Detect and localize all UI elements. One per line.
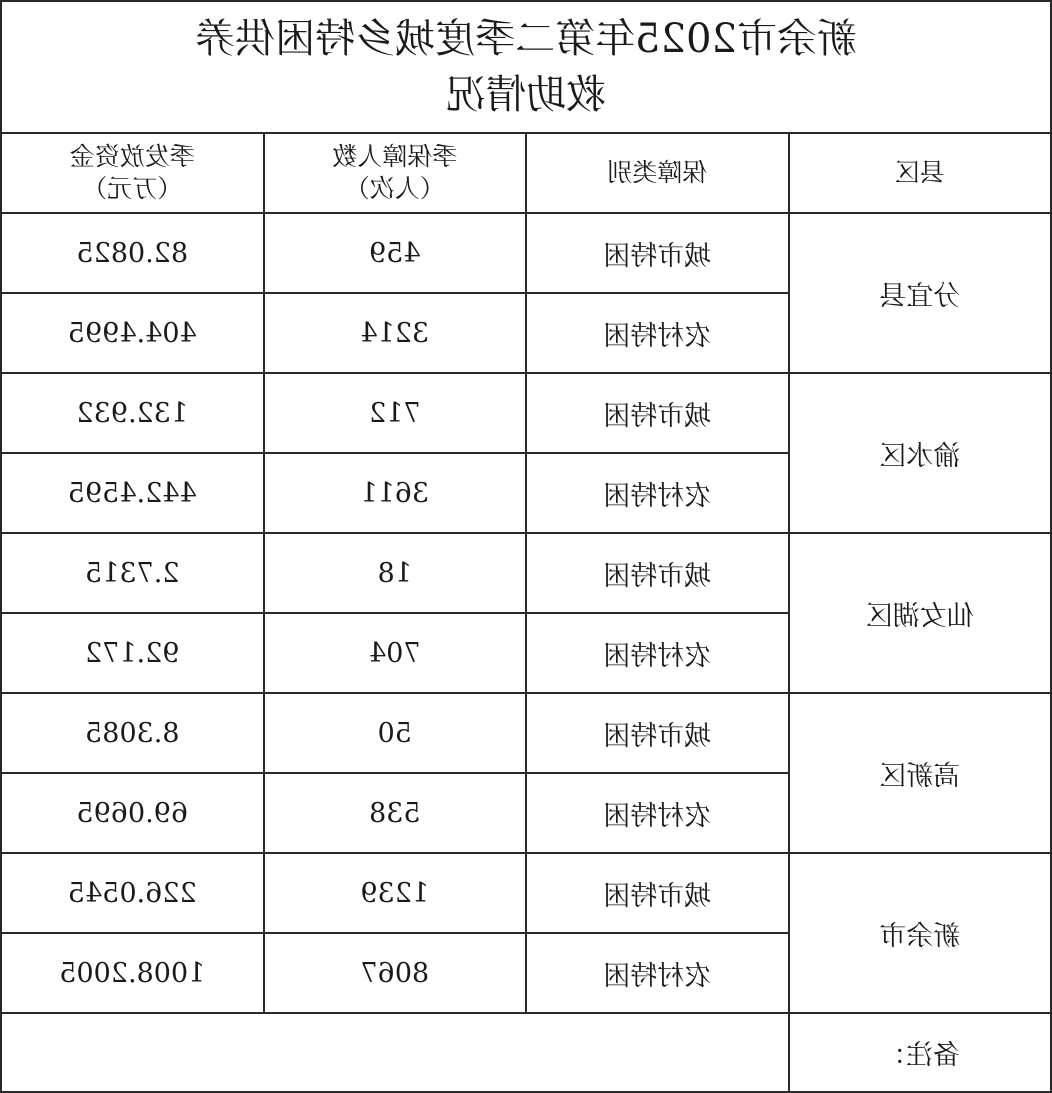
people-cell: 50 (264, 693, 526, 773)
table-row (1, 693, 1051, 773)
type-cell: 农村特困 (526, 933, 788, 1013)
fund-cell: 1008.2005 (1, 933, 264, 1013)
people-cell: 3611 (264, 453, 526, 533)
fund-cell: 132.932 (1, 373, 264, 453)
header-people-line-1: 季保障人数 (332, 142, 458, 171)
fund-cell: 69.0695 (1, 773, 264, 853)
people-cell: 3214 (264, 293, 526, 373)
header-fund-line-2: （万元） (82, 174, 183, 203)
people-cell: 8067 (264, 933, 526, 1013)
county-cell: 分宜县 (789, 213, 1051, 373)
type-cell: 城市特困 (526, 373, 788, 453)
header-fund-line-1: 季发放资金 (69, 142, 195, 171)
fund-cell: 442.4595 (1, 453, 264, 533)
fund-cell: 92.172 (1, 613, 264, 693)
header-people (264, 133, 526, 213)
note-label: 备注： (789, 1013, 1051, 1092)
type-cell: 城市特困 (526, 853, 788, 933)
county-cell: 高新区 (789, 693, 1051, 853)
table-title (1, 1, 1051, 133)
county-cell: 新余市 (789, 853, 1051, 1013)
header-fund (1, 133, 264, 213)
table-row (1, 213, 1051, 293)
people-cell: 712 (264, 373, 526, 453)
title-line-1: 新余市2025年第二季度城乡特困供养 (195, 16, 857, 62)
fund-cell: 404.4995 (1, 293, 264, 373)
header-county: 县区 (789, 133, 1051, 213)
type-cell: 农村特困 (526, 773, 788, 853)
fund-cell: 82.0825 (1, 213, 264, 293)
note-row (1, 1013, 1051, 1092)
county-cell: 渝水区 (789, 373, 1051, 533)
table-row (1, 533, 1051, 613)
fund-cell: 2.7315 (1, 533, 264, 613)
table-row (1, 853, 1051, 933)
type-cell: 农村特困 (526, 293, 788, 373)
fund-cell: 226.0545 (1, 853, 264, 933)
people-cell: 704 (264, 613, 526, 693)
type-cell: 城市特困 (526, 533, 788, 613)
type-cell: 农村特困 (526, 613, 788, 693)
header-people-line-2: （人次） (344, 174, 445, 203)
people-cell: 1239 (264, 853, 526, 933)
people-cell: 538 (264, 773, 526, 853)
header-type: 保障类别 (526, 133, 788, 213)
type-cell: 城市特困 (526, 213, 788, 293)
note-content (1, 1013, 789, 1092)
table-row (1, 373, 1051, 453)
people-cell: 18 (264, 533, 526, 613)
people-cell: 459 (264, 213, 526, 293)
type-cell: 城市特困 (526, 693, 788, 773)
title-line-2: 救助情况 (446, 72, 606, 118)
fund-cell: 8.3085 (1, 693, 264, 773)
type-cell: 农村特困 (526, 453, 788, 533)
county-cell: 仙女湖区 (789, 533, 1051, 693)
